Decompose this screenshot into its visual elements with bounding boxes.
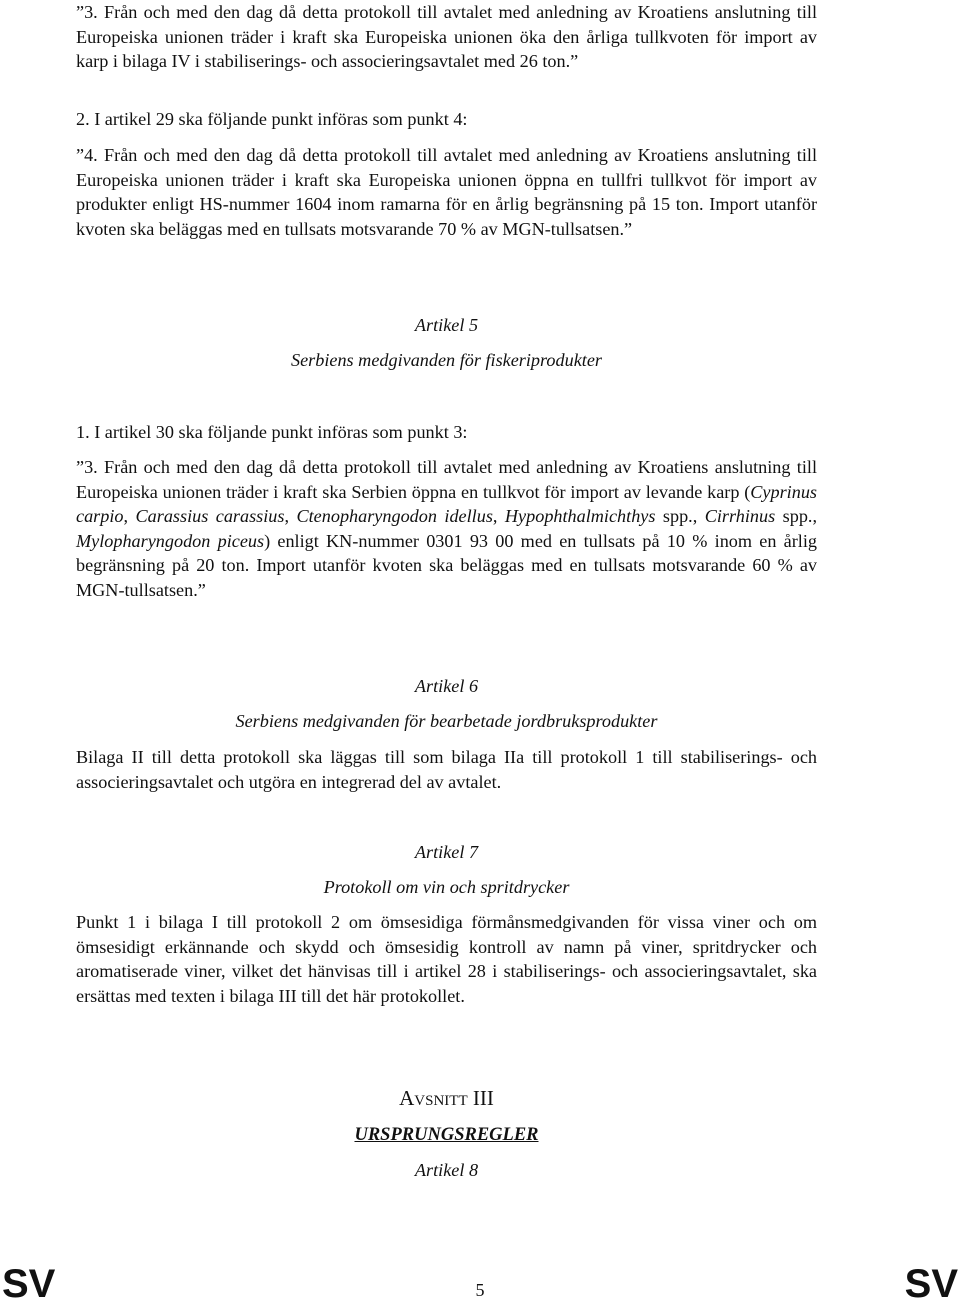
heading-article-5-title: Serbiens medgivanden för fiskeriprodukter [291, 350, 602, 370]
heading-article-8: Artikel 8 [414, 1160, 479, 1180]
heading-article-6-title: Serbiens medgivanden för bearbetade jordbruksprodukter [235, 711, 658, 731]
footer-page-number: 5 [475, 1280, 485, 1300]
p5-sep: spp., [775, 506, 818, 527]
species-hypophthalmichthys: Hypophthalmichthys [504, 506, 656, 527]
species-carassius-carassius: Carassius carassius [135, 506, 285, 527]
paragraph-article30-intro: 1. I artikel 30 ska följande punkt införas som punkt 3: [76, 422, 468, 442]
paragraph-article-7-body: Punkt 1 i bilaga I till protokoll 2 om ömsesidiga förmånsmedgivanden för vissa viner och om ömsesidigt erkännande och skydd och ömsesidig kontroll av namn på viner, spritdrycker och aromatiserade viner, vilket det hänvisas till i artikel 28 i stabiliserings- och associeringsavtalet, ska ersättas med texten i bilaga III till det här protokollet. [76, 912, 817, 1006]
paragraph-article-6-body: Bilaga II till detta protokoll ska läggas till som bilaga IIa till protokoll 1 till stabiliserings- och associeringsavtalet och utgöra en integrerad del av avtalet. [76, 747, 817, 792]
p5-sep: , [284, 506, 297, 527]
p5-sep: , [492, 506, 505, 527]
p5-sep: , [123, 506, 136, 527]
paragraph-article29-point4: ”4. Från och med den dag då detta protokoll till avtalet med anledning av Kroatiens anslutning till Europeiska unionen träder i kraft ska Europeiska unionen öppna en tullfri tullkvot för import av produkter enligt HS-nummer 1604 inom ramarna för en årlig begränsning på 15 ton. Import utanför kvoten ska beläggas med en tullsats motsvarande 70 % av MGN-tullsatsen.” [76, 145, 817, 239]
footer-language-right: SV [904, 1262, 958, 1306]
species-cyprinus-carpio: Cyprinus carpio [76, 481, 817, 527]
species-cirrhinus: Cirrhinus [704, 506, 776, 527]
section-title: Avsnitt III [399, 1086, 494, 1110]
paragraph-article28-point3: ”3. Från och med den dag då detta protokoll till avtalet med anledning av Kroatiens anslutning till Europeiska unionen träder i kraft ska Europeiska unionen öka den årliga tullkvoten för import av karp i bilaga IV i stabiliserings- och associeringsavtalet med 26 ton.” [76, 2, 817, 72]
species-mylopharyngodon-piceus: Mylopharyngodon piceus [76, 530, 265, 551]
species-ctenopharyngodon-idellus: Ctenopharyngodon idellus [296, 506, 493, 527]
heading-article-7-title: Protokoll om vin och spritdrycker [323, 877, 570, 897]
heading-article-6: Artikel 6 [414, 676, 479, 696]
heading-article-7: Artikel 7 [414, 842, 479, 862]
footer-language-left: SV [2, 1262, 56, 1306]
p5-outro: ) enligt KN-nummer 0301 93 00 med en tullsats på 10 % inom en årlig begränsning på 20 ton. Import utanför kvoten ska beläggas med en tullsats motsvarande 60 % av MGN-tullsatsen.” [76, 530, 818, 600]
paragraph-article30-point3 [76, 455, 817, 603]
paragraph-article29-intro: 2. I artikel 29 ska följande punkt införas som punkt 4: [76, 109, 468, 129]
p5-sep: spp., [655, 506, 705, 527]
section-subtitle: URSPRUNGSREGLER [354, 1125, 539, 1145]
heading-article-5: Artikel 5 [414, 315, 479, 335]
p5-intro: ”3. Från och med den dag då detta protokoll till avtalet med anledning av Kroatiens anslutning till Europeiska unionen träder i kraft ska Serbien öppna en tullkvot för import av levande karp ( [76, 457, 817, 502]
